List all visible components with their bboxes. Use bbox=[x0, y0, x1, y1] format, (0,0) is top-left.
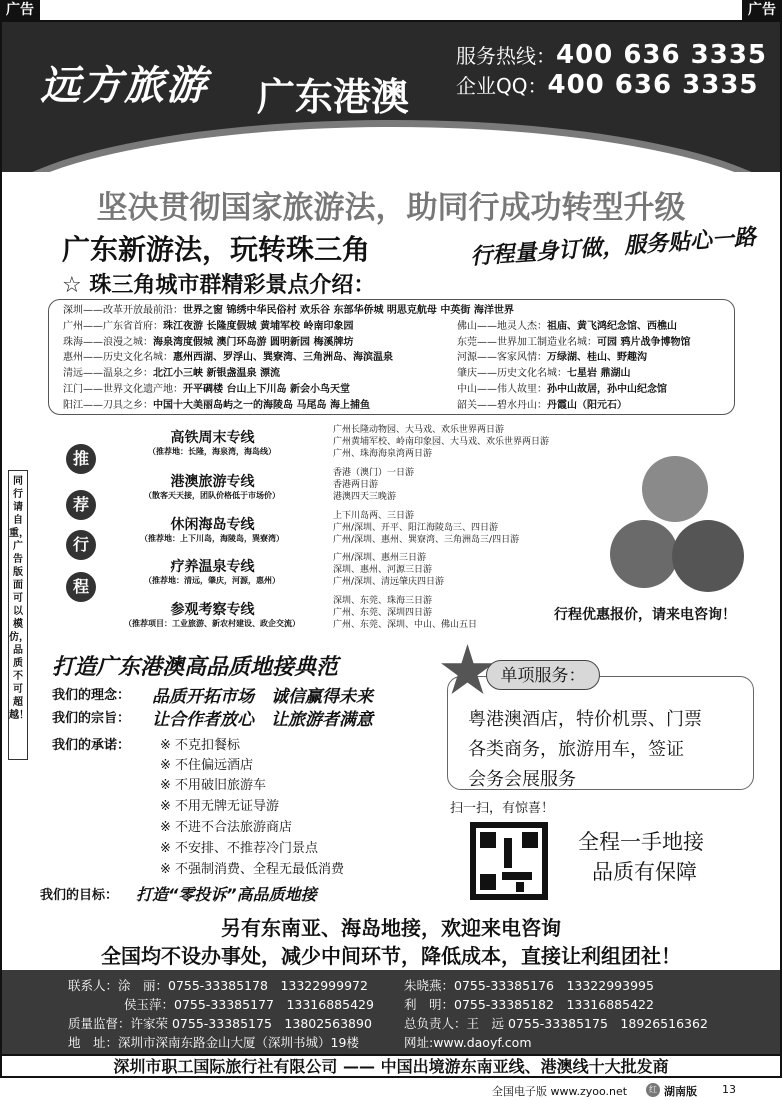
brand-logo: 远方旅游 bbox=[40, 63, 208, 109]
hotline bbox=[456, 40, 767, 70]
mission-value: 让合作者放心 让旅游者满意 bbox=[152, 710, 373, 730]
photo-theme-park bbox=[642, 456, 708, 522]
scan-text: 扫一扫，有惊喜！ bbox=[450, 801, 555, 816]
recommend-char: 行 bbox=[66, 530, 96, 560]
hotline-label: 服务热线： bbox=[456, 44, 556, 68]
goal-value: 打造“零投诉”高品质地接 bbox=[136, 885, 317, 904]
contact-line: 总负责人：王 远 0755-33385175 18926516362 bbox=[404, 1016, 708, 1031]
contact-line: 侯玉萍：0755-33385177 13316885429 bbox=[124, 997, 374, 1012]
promise-item: ※ 不安排、不推荐冷门景点 bbox=[160, 841, 319, 856]
spot-row: 深圳——改革开放最前沿：世界之窗 锦绣中华民俗村 欢乐谷 东部华侨城 明思克航母 中英街 海洋世界 bbox=[63, 305, 514, 316]
footer-badge: 红 bbox=[646, 1083, 660, 1097]
service-line: 粤港澳酒店，特价机票、门票 bbox=[468, 709, 702, 730]
route-name: 港澳旅游专线 bbox=[170, 474, 255, 490]
ad-label-right: 广告 bbox=[742, 0, 782, 20]
recommend-char: 推 bbox=[66, 444, 96, 474]
brand-header bbox=[2, 22, 780, 172]
route-name: 高铁周末专线 bbox=[170, 430, 255, 446]
spots-right-column bbox=[457, 319, 690, 414]
website-line[interactable]: 网址:www.daoyf.com bbox=[404, 1035, 532, 1050]
spot-row: 中山——伟人故里：孙中山故居，孙中山纪念馆 bbox=[457, 383, 667, 395]
main-headline: 坚决贯彻国家旅游法，助同行成功转型升级 bbox=[96, 190, 686, 226]
philosophy-label: 我们的理念： bbox=[52, 688, 131, 703]
spot-row: 惠州——历史文化名城：惠州西湖、罗浮山、巽寮湾、三角洲岛、海滨温泉 bbox=[63, 352, 393, 364]
mission-label: 我们的宗旨： bbox=[52, 711, 131, 726]
brand-title: 广东港澳 bbox=[257, 75, 410, 119]
service-line: 会务会展服务 bbox=[468, 769, 576, 790]
route-note: （散客天天接，团队价格低于市场价） bbox=[144, 491, 280, 500]
route-desc: 香港（澳门）一日游 香港两日游 港澳四天三晚游 bbox=[333, 468, 415, 502]
contact-line: 利 明：0755-33385182 13316885422 bbox=[404, 997, 654, 1012]
promise-item: ※ 不克扣餐标 bbox=[160, 738, 241, 753]
photo-carving bbox=[672, 520, 744, 592]
single-service-title: 单项服务： bbox=[486, 660, 600, 690]
hotline-number: 400 636 3335 bbox=[556, 40, 768, 70]
spot-row: 江门——世界文化遗产地：开平碉楼 台山上下川岛 新会小鸟天堂 bbox=[63, 383, 350, 395]
service-line: 各类商务，旅游用车，签证 bbox=[468, 739, 684, 760]
route-note: （推荐地：长隆，海泉湾，海岛线） bbox=[148, 447, 276, 456]
route-desc: 上下川岛两、三日游 广州/深圳、开平、阳江海陵岛三、四日游 广州/深圳、惠州、巽寮湾、三角洲岛三/四日游 bbox=[333, 511, 520, 545]
single-service-box bbox=[447, 676, 754, 790]
guarantee-line: 品质有保障 bbox=[592, 860, 697, 884]
photo-tower bbox=[610, 520, 678, 588]
philosophy-value: 品质开拓市场 诚信赢得未来 bbox=[152, 687, 373, 707]
spot-row: 清远——温泉之乡：北江小三峡 新银盏温泉 漂流 bbox=[63, 368, 280, 380]
promise-item: ※ 不住偏远酒店 bbox=[160, 758, 254, 773]
promise-item: ※ 不进不合法旅游商店 bbox=[160, 820, 293, 835]
company-line: 深圳市职工国际旅行社有限公司 —— 中国出境游东南亚线、港澳线十大批发商 bbox=[2, 1054, 780, 1078]
route-name: 疗养温泉专线 bbox=[170, 559, 255, 575]
promise-item: ※ 不用破旧旅游车 bbox=[160, 778, 267, 793]
page-number: 13 bbox=[722, 1083, 736, 1096]
spot-row: 河源——客家风情：万绿湖、桂山、野趣沟 bbox=[457, 352, 647, 364]
route-note: （推荐项目：工业旅游、新农村建设、政企交流） bbox=[124, 619, 300, 628]
contact-line: 质量监督：许家荣 0755-33385175 13802563890 bbox=[68, 1016, 372, 1031]
guarantee-line: 全程一手地接 bbox=[578, 830, 704, 854]
footer-edition: 湖南版 bbox=[664, 1085, 697, 1098]
promise-label: 我们的承诺： bbox=[52, 738, 131, 753]
qq-line bbox=[456, 70, 759, 100]
spot-row: 珠海——浪漫之城：海泉湾度假城 澳门环岛游 圆明新园 梅溪牌坊 bbox=[63, 336, 354, 348]
recommend-char: 荐 bbox=[66, 490, 96, 520]
footer-site[interactable]: 全国电子版 www.zyoo.net bbox=[492, 1085, 628, 1098]
spot-row: 韶关——碧水丹山：丹霞山（阳元石） bbox=[457, 399, 627, 411]
slogan: 行程量身订做，服务贴心一路 bbox=[469, 225, 757, 270]
qq-number: 400 636 3335 bbox=[547, 70, 759, 100]
route-desc: 深圳、东莞、珠海三日游 广州、东莞、深圳四日游 广州、东莞、深圳、中山、佛山五日 bbox=[333, 596, 478, 630]
recommend-char: 程 bbox=[66, 572, 96, 602]
spot-row: 广州——广东省首府：珠江夜游 长隆度假城 黄埔军校 岭南印象园 bbox=[63, 320, 354, 332]
route-name: 休闲海岛专线 bbox=[170, 517, 255, 533]
promise-item: ※ 不强制消费、全程无最低消费 bbox=[160, 862, 345, 877]
ad-label-left: 广告 bbox=[0, 0, 40, 20]
side-notice: 同行请自重，广告版面可以模仿，品质不可超越！ bbox=[8, 470, 28, 760]
contacts-panel bbox=[2, 970, 780, 1054]
script-title: 打造广东港澳高品质地接典范 bbox=[52, 655, 339, 680]
route-name: 参观考察专线 bbox=[170, 602, 255, 618]
subtitle: 广东新游法，玩转珠三角 bbox=[62, 233, 371, 266]
spot-row: 东莞——世界加工制造业名城：可园 鸦片战争博物馆 bbox=[457, 336, 691, 348]
address-line: 地 址：深圳市深南东路金山大厦（深圳书城）19楼 bbox=[68, 1035, 359, 1050]
goal-label: 我们的目标： bbox=[40, 888, 119, 903]
spots-box bbox=[48, 299, 735, 415]
promise-item: ※ 不用无牌无证导游 bbox=[160, 799, 280, 814]
more-info-line2: 全国均不设办事处，减少中间环节，降低成本，直接让利组团社！ bbox=[101, 944, 681, 968]
spot-row: 肇庆——历史文化名城：七星岩 鼎湖山 bbox=[457, 368, 631, 380]
route-note: （推荐地：清远，肇庆，河源，惠州） bbox=[144, 576, 280, 585]
contact-line: 联系人：涂 丽：0755-33385178 13322999972 bbox=[68, 978, 368, 993]
spots-left-column bbox=[63, 303, 514, 414]
contact-line: 朱晓燕：0755-33385176 13322993995 bbox=[404, 978, 654, 993]
more-info-line1: 另有东南亚、海岛地接，欢迎来电咨询 bbox=[221, 916, 561, 940]
route-desc: 广州长隆动物园、大马戏、欢乐世界两日游 广州黄埔军校、岭南印象园、大马戏、欢乐世界两日游 广州、珠海海泉湾两日游 bbox=[333, 425, 550, 459]
route-desc: 广州/深圳、惠州三日游 深圳、惠州、河源三日游 广州/深圳、清远肇庆四日游 bbox=[333, 553, 445, 587]
qr-code[interactable] bbox=[470, 822, 548, 900]
spot-row: 佛山——地灵人杰：祖庙、黄飞鸿纪念馆、西樵山 bbox=[457, 320, 677, 332]
spot-row: 阳江——刀具之乡：中国十大美丽岛屿之一的海陵岛 马尾岛 海上捕鱼 bbox=[63, 399, 370, 411]
qq-label: 企业QQ： bbox=[456, 74, 548, 98]
spots-title: ☆ 珠三角城市群精彩景点介绍： bbox=[62, 273, 376, 298]
route-note: （推荐地：上下川岛，海陵岛，巽寮湾） bbox=[140, 534, 284, 543]
offer-text: 行程优惠报价，请来电咨询！ bbox=[554, 607, 736, 623]
